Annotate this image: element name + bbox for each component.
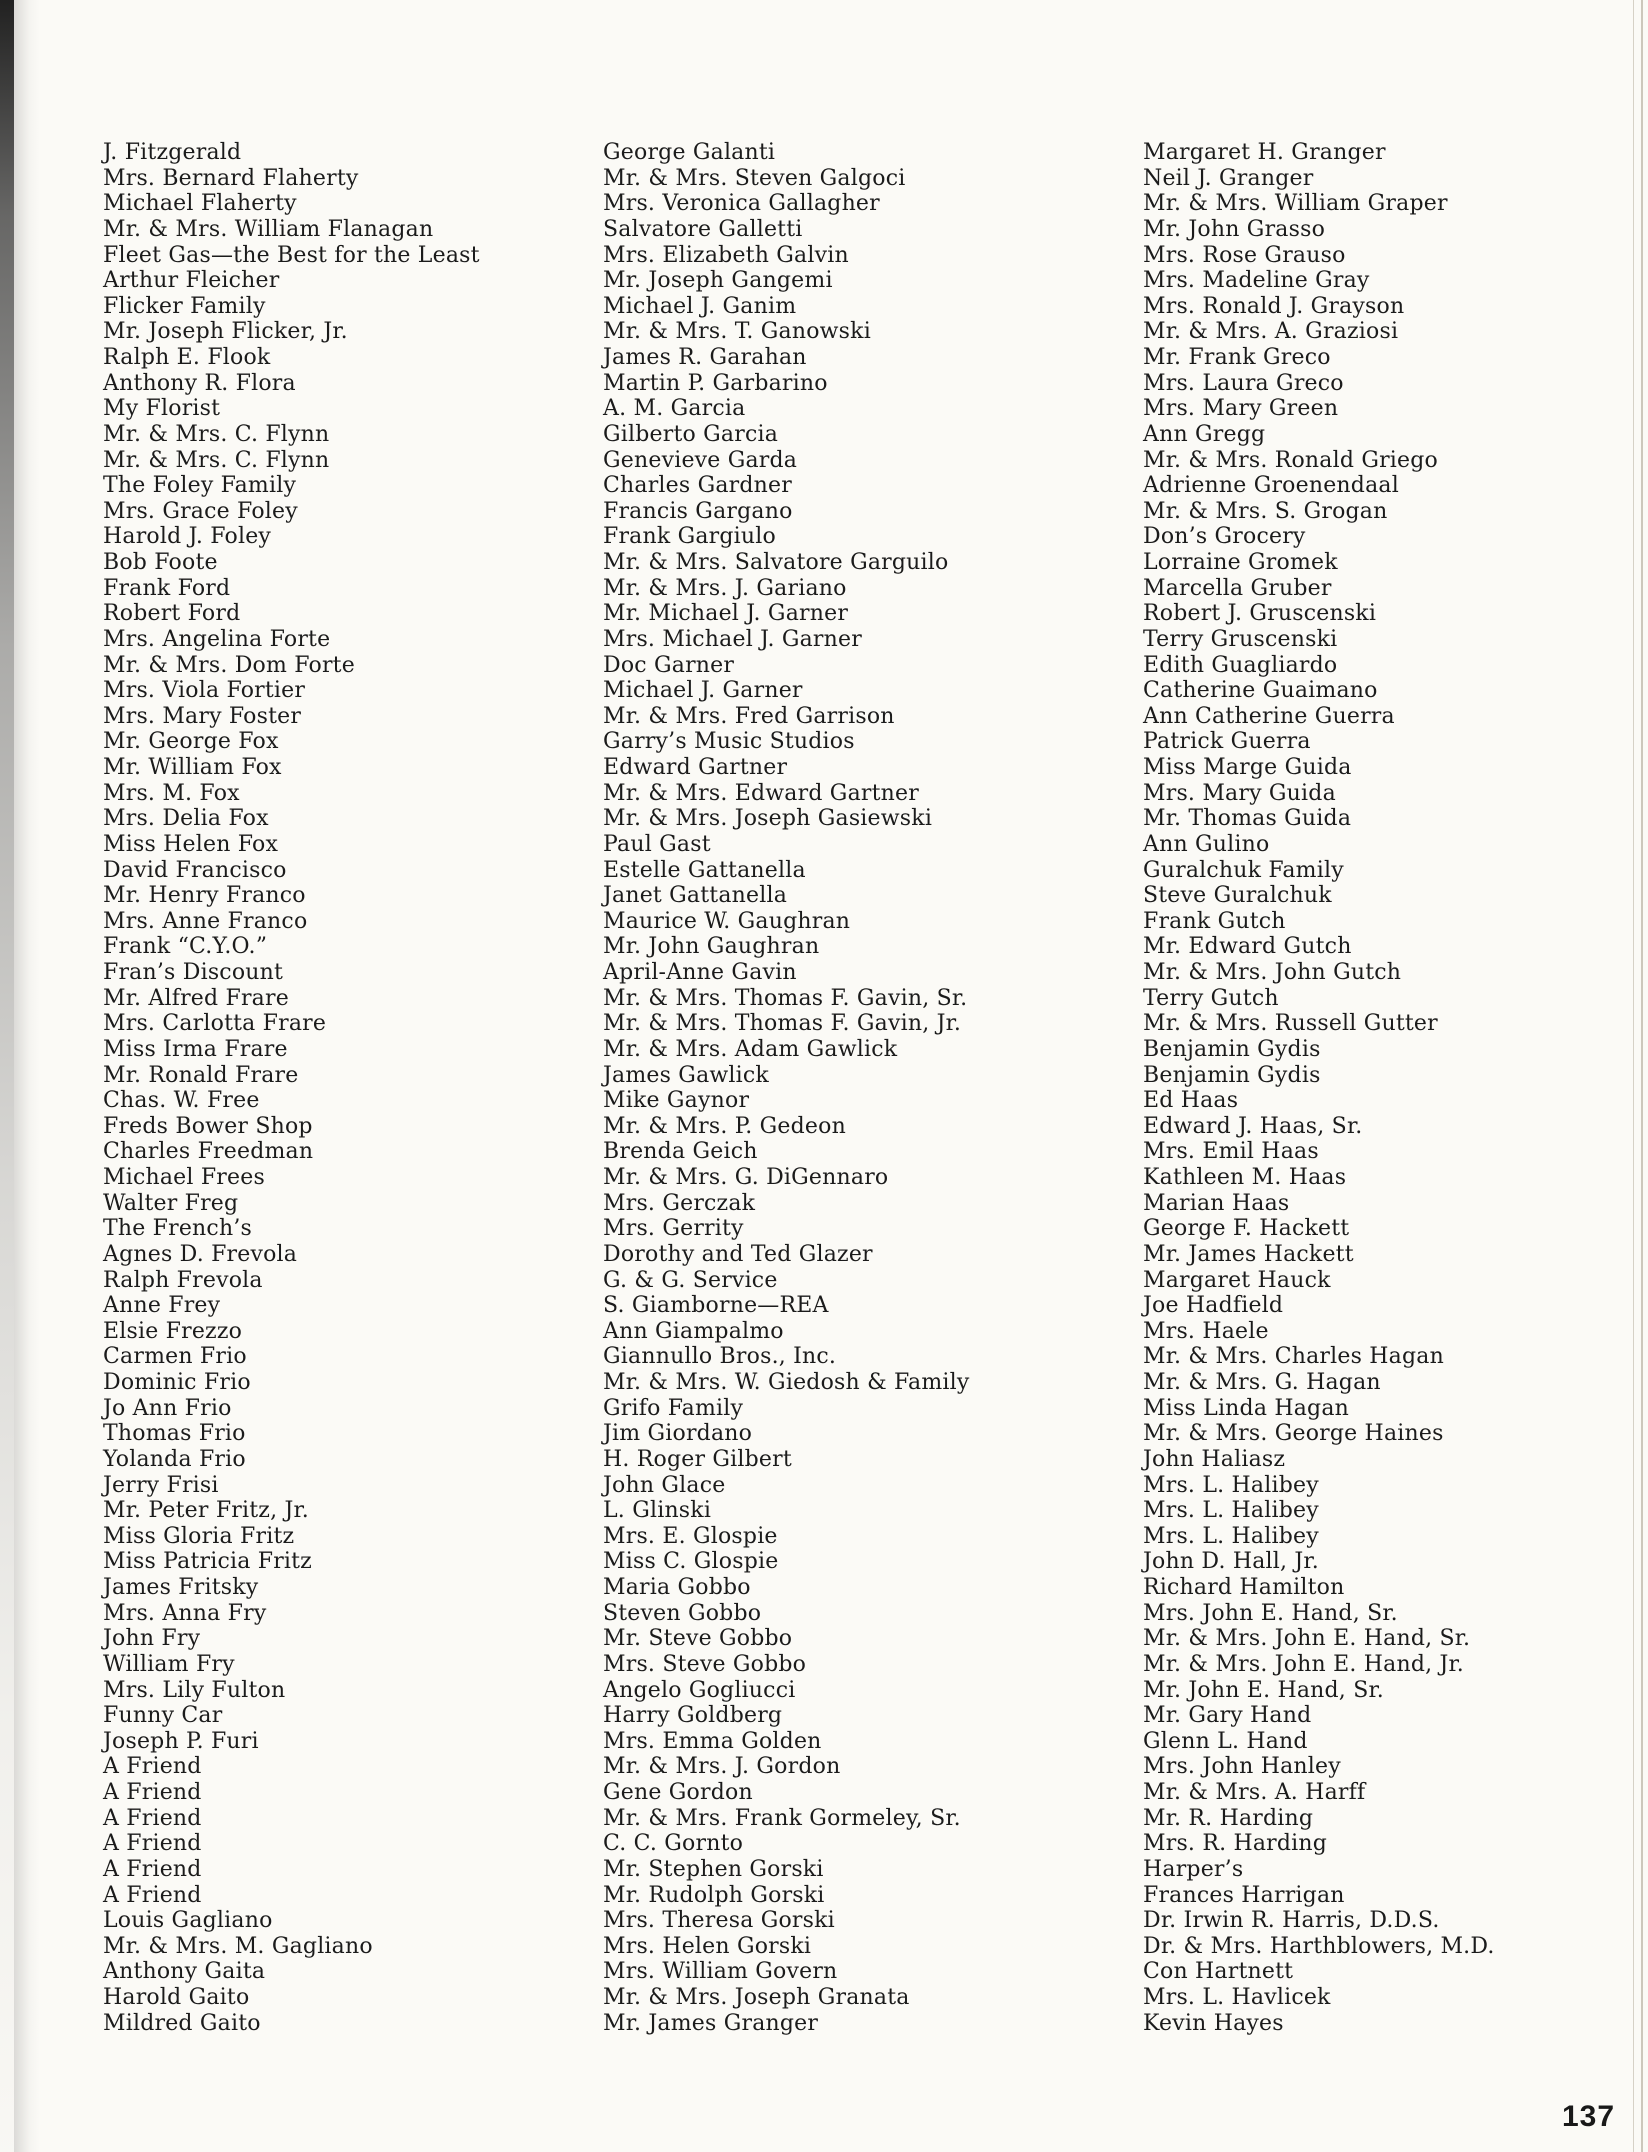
list-item: Ann Gulino <box>1143 831 1270 857</box>
list-item: Edith Guagliardo <box>1143 652 1338 678</box>
list-item: Mrs. R. Harding <box>1143 1831 1328 1857</box>
list-item: Anne Frey <box>103 1293 221 1319</box>
list-item: Joseph P. Furi <box>103 1728 259 1754</box>
list-item: Mrs. L. Halibey <box>1143 1498 1319 1524</box>
list-item: Edward J. Haas, Sr. <box>1143 1113 1363 1139</box>
list-item: G. & G. Service <box>603 1267 778 1293</box>
list-item: Mr. Henry Franco <box>103 883 306 909</box>
list-item: Ralph Frevola <box>103 1267 263 1293</box>
list-item: Mr. & Mrs. John E. Hand, Sr. <box>1143 1626 1471 1652</box>
list-item: The Foley Family <box>103 473 297 499</box>
list-item: Mr. & Mrs. T. Ganowski <box>603 319 871 345</box>
list-item: A Friend <box>103 1805 202 1831</box>
list-item: Mrs. Emil Haas <box>1143 1139 1319 1165</box>
list-item: Miss Irma Frare <box>103 1036 288 1062</box>
list-item: Margaret H. Granger <box>1143 140 1386 165</box>
list-item: Funny Car <box>103 1703 223 1729</box>
list-item: Robert J. Gruscenski <box>1143 601 1377 627</box>
spine-gutter-shadow <box>0 0 14 2152</box>
list-item: A Friend <box>103 1780 202 1805</box>
list-item: Mr. & Mrs. Joseph Gasiewski <box>603 806 933 832</box>
list-item: Mrs. Ronald J. Grayson <box>1143 293 1405 319</box>
list-item: Elsie Frezzo <box>103 1318 243 1344</box>
list-item: Chas. W. Free <box>103 1088 260 1114</box>
list-item: Mr. & Mrs. M. Gagliano <box>103 1933 373 1959</box>
list-item: Mrs. Theresa Gorski <box>603 1908 835 1934</box>
list-item: J. Fitzgerald <box>103 140 242 165</box>
list-item: Mr. & Mrs. A. Harff <box>1143 1780 1366 1805</box>
list-item: Mr. & Mrs. George Haines <box>1143 1421 1444 1447</box>
list-item: Frank Gutch <box>1143 908 1286 934</box>
list-item: Mrs. M. Fox <box>103 780 240 806</box>
list-item: Mr. Thomas Guida <box>1143 806 1352 832</box>
list-item: Mrs. L. Halibey <box>1143 1523 1319 1549</box>
list-item: John Fry <box>103 1626 201 1652</box>
list-item: Mrs. Gerrity <box>603 1216 744 1242</box>
list-item: George Galanti <box>603 140 776 165</box>
list-item: John Haliasz <box>1143 1446 1286 1472</box>
list-item: Marcella Gruber <box>1143 575 1332 601</box>
list-item: Frank Ford <box>103 575 231 601</box>
list-item: Glenn L. Hand <box>1143 1728 1308 1754</box>
list-item: Mrs. William Govern <box>603 1959 838 1985</box>
list-item: Dorothy and Ted Glazer <box>603 1241 873 1267</box>
list-item: Martin P. Garbarino <box>603 370 828 396</box>
name-column-1 <box>103 140 480 2036</box>
list-item: Steven Gobbo <box>603 1600 762 1626</box>
list-item: Mr. & Mrs. Joseph Granata <box>603 1985 910 2010</box>
list-item: Salvatore Galletti <box>603 216 803 242</box>
list-item: Agnes D. Frevola <box>103 1241 298 1267</box>
list-item: Mr. & Mrs. J. Gordon <box>603 1754 841 1780</box>
list-item: William Fry <box>103 1651 235 1677</box>
list-item: Thomas Frio <box>103 1421 246 1447</box>
list-item: Ann Giampalmo <box>603 1318 784 1344</box>
list-item: Giannullo Bros., Inc. <box>603 1344 837 1370</box>
list-item: Mrs. Gerczak <box>603 1190 756 1216</box>
list-item: Gene Gordon <box>603 1780 753 1805</box>
list-item: Mr. Peter Fritz, Jr. <box>103 1498 309 1524</box>
list-item: David Francisco <box>103 857 287 883</box>
list-item: Mrs. Elizabeth Galvin <box>603 242 849 268</box>
list-item: Fleet Gas—the Best for the Least <box>103 242 480 268</box>
list-item: Margaret Hauck <box>1143 1267 1331 1293</box>
page-number: 137 <box>1562 2100 1616 2133</box>
list-item: Paul Gast <box>603 831 711 857</box>
list-item: Mr. & Mrs. Thomas F. Gavin, Sr. <box>603 985 968 1011</box>
list-item: Mr. & Mrs. Edward Gartner <box>603 780 919 806</box>
list-item: James Gawlick <box>603 1062 769 1088</box>
list-item: Mr. & Mrs. Ronald Griego <box>1143 447 1438 473</box>
list-item: Frank Gargiulo <box>603 524 776 550</box>
list-item: Flicker Family <box>103 293 266 319</box>
list-item: Mrs. John Hanley <box>1143 1754 1341 1780</box>
list-item: Mr. John Gaughran <box>603 934 820 960</box>
list-item: Mr. & Mrs. C. Flynn <box>103 447 330 473</box>
list-item: Louis Gagliano <box>103 1908 273 1934</box>
list-item: Mrs. Anne Franco <box>103 908 308 934</box>
list-item: Miss Patricia Fritz <box>103 1549 312 1575</box>
list-item: Francis Gargano <box>603 498 793 524</box>
list-item: Mrs. Haele <box>1143 1318 1269 1344</box>
list-item: Mr. Edward Gutch <box>1143 934 1352 960</box>
list-item: Mr. James Hackett <box>1143 1241 1354 1267</box>
list-item: Ann Gregg <box>1143 421 1266 447</box>
list-item: Lorraine Gromek <box>1143 550 1338 575</box>
list-item: Jo Ann Frio <box>103 1395 232 1421</box>
list-item: Don’s Grocery <box>1143 524 1306 550</box>
list-item: Harper’s <box>1143 1856 1244 1882</box>
list-item: Patrick Guerra <box>1143 729 1311 755</box>
list-item: Mr. & Mrs. P. Gedeon <box>603 1113 846 1139</box>
list-item: Michael Flaherty <box>103 191 297 217</box>
list-item: Mr. Frank Greco <box>1143 345 1331 370</box>
list-item: Kathleen M. Haas <box>1143 1165 1347 1190</box>
name-column-2 <box>603 140 970 2036</box>
list-item: S. Giamborne—REA <box>603 1293 829 1319</box>
list-item: Mrs. Michael J. Garner <box>603 626 862 652</box>
list-item: Mrs. Angelina Forte <box>103 626 331 652</box>
list-item: Garry’s Music Studios <box>603 729 855 755</box>
list-item: The French’s <box>103 1216 252 1242</box>
list-item: Dominic Frio <box>103 1370 251 1395</box>
list-item: Walter Freg <box>103 1190 239 1216</box>
list-item: Mrs. Anna Fry <box>103 1600 267 1626</box>
list-item: Ann Catherine Guerra <box>1143 703 1395 729</box>
list-item: Mr. & Mrs. John E. Hand, Jr. <box>1143 1651 1465 1677</box>
list-item: Frances Harrigan <box>1143 1882 1345 1908</box>
list-item: Mr. & Mrs. William Flanagan <box>103 216 434 242</box>
list-item: Mrs. Laura Greco <box>1143 370 1344 396</box>
list-item: Brenda Geich <box>603 1139 758 1165</box>
list-item: Mr. & Mrs. W. Giedosh & Family <box>603 1370 970 1395</box>
list-item: H. Roger Gilbert <box>603 1446 792 1472</box>
list-item: Michael Frees <box>103 1165 265 1190</box>
list-item: Kevin Hayes <box>1143 2010 1284 2036</box>
list-item: Anthony R. Flora <box>103 370 296 396</box>
spine-gutter-shadow-fade <box>14 0 40 2152</box>
list-item: Mr. & Mrs. Steven Galgoci <box>603 165 906 191</box>
list-item: John Glace <box>603 1472 726 1498</box>
list-item: Mr. & Mrs. Frank Gormeley, Sr. <box>603 1805 961 1831</box>
list-item: Mr. James Granger <box>603 2010 819 2036</box>
list-item: Michael J. Ganim <box>603 293 797 319</box>
list-item: Mrs. Bernard Flaherty <box>103 165 359 191</box>
list-item: Maria Gobbo <box>603 1575 751 1600</box>
page-edge-line <box>1633 0 1634 2152</box>
list-item: Edward Gartner <box>603 755 788 780</box>
list-item: Mrs. Mary Foster <box>103 703 302 729</box>
list-item: Charles Gardner <box>603 473 792 499</box>
list-item: Mrs. Carlotta Frare <box>103 1011 327 1037</box>
list-item: Mr. & Mrs. John Gutch <box>1143 960 1402 985</box>
list-item: Mrs. Mary Guida <box>1143 780 1336 806</box>
list-item: Miss Gloria Fritz <box>103 1523 295 1549</box>
list-item: Mrs. John E. Hand, Sr. <box>1143 1600 1398 1626</box>
list-item: Mr. R. Harding <box>1143 1805 1314 1831</box>
list-item: Mr. George Fox <box>103 729 279 755</box>
list-item: Mr. & Mrs. Dom Forte <box>103 652 355 678</box>
list-item: Joe Hadfield <box>1143 1293 1284 1319</box>
list-item: Steve Guralchuk <box>1143 883 1332 909</box>
list-item: My Florist <box>103 396 221 422</box>
list-item: Janet Gattanella <box>603 883 788 909</box>
list-item: Harry Goldberg <box>603 1703 783 1729</box>
list-item: April-Anne Gavin <box>603 960 797 985</box>
list-item: Gilberto Garcia <box>603 421 779 447</box>
list-item: James Fritsky <box>103 1575 259 1600</box>
list-item: Mr. & Mrs. Thomas F. Gavin, Jr. <box>603 1011 962 1037</box>
list-item: Robert Ford <box>103 601 241 627</box>
list-item: Yolanda Frio <box>103 1446 246 1472</box>
list-item: Catherine Guaimano <box>1143 678 1378 704</box>
list-item: Guralchuk Family <box>1143 857 1344 883</box>
list-item: Mr. John E. Hand, Sr. <box>1143 1677 1384 1703</box>
list-item: George F. Hackett <box>1143 1216 1350 1242</box>
list-item: Mr. Joseph Gangemi <box>603 268 833 294</box>
page-edge-line <box>1641 0 1643 2152</box>
list-item: Mr. & Mrs. A. Graziosi <box>1143 319 1399 345</box>
list-item: Ed Haas <box>1143 1088 1239 1114</box>
list-item: Mr. & Mrs. J. Gariano <box>603 575 847 601</box>
list-item: Mr. & Mrs. G. DiGennaro <box>603 1165 889 1190</box>
list-item: Mrs. Veronica Gallagher <box>603 191 880 217</box>
list-item: Mrs. Grace Foley <box>103 498 298 524</box>
list-item: Mrs. L. Halibey <box>1143 1472 1319 1498</box>
list-item: A Friend <box>103 1754 202 1780</box>
list-item: Mrs. Viola Fortier <box>103 678 306 704</box>
list-item: Mr. Joseph Flicker, Jr. <box>103 319 348 345</box>
list-item: Mrs. Delia Fox <box>103 806 269 832</box>
list-item: John D. Hall, Jr. <box>1143 1549 1319 1575</box>
list-item: Charles Freedman <box>103 1139 314 1165</box>
list-item: Harold Gaito <box>103 1985 250 2010</box>
list-item: Mrs. Lily Fulton <box>103 1677 286 1703</box>
list-item: Mr. William Fox <box>103 755 282 780</box>
list-item: Miss Helen Fox <box>103 831 279 857</box>
list-item: Mr. Stephen Gorski <box>603 1856 824 1882</box>
list-item: Mr. & Mrs. Adam Gawlick <box>603 1036 898 1062</box>
list-item: Benjamin Gydis <box>1143 1062 1321 1088</box>
list-item: Mr. & Mrs. C. Flynn <box>103 421 330 447</box>
list-item: Michael J. Garner <box>603 678 803 704</box>
list-item: Mr. & Mrs. William Graper <box>1143 191 1448 217</box>
list-item: Jim Giordano <box>603 1421 753 1447</box>
list-item: Maurice W. Gaughran <box>603 908 851 934</box>
list-item: Mildred Gaito <box>103 2010 261 2036</box>
list-item: Freds Bower Shop <box>103 1113 313 1139</box>
list-item: A Friend <box>103 1831 202 1857</box>
list-item: L. Glinski <box>603 1498 712 1524</box>
list-item: Mrs. Steve Gobbo <box>603 1651 807 1677</box>
list-item: Grifo Family <box>603 1395 744 1421</box>
list-item: Mr. Rudolph Gorski <box>603 1882 825 1908</box>
list-item: Mr. Gary Hand <box>1143 1703 1312 1729</box>
list-item: Miss Linda Hagan <box>1143 1395 1350 1421</box>
list-item: Mr. & Mrs. Salvatore Garguilo <box>603 550 949 575</box>
list-item: Ralph E. Flook <box>103 345 271 370</box>
list-item: Neil J. Granger <box>1143 165 1314 191</box>
list-item: Estelle Gattanella <box>603 857 806 883</box>
list-item: Dr. & Mrs. Harthblowers, M.D. <box>1143 1933 1495 1959</box>
list-item: Mrs. L. Havlicek <box>1143 1985 1331 2010</box>
list-item: Mr. & Mrs. Fred Garrison <box>603 703 895 729</box>
list-item: Genevieve Garda <box>603 447 798 473</box>
list-item: Dr. Irwin R. Harris, D.D.S. <box>1143 1908 1440 1934</box>
list-item: Con Hartnett <box>1143 1959 1294 1985</box>
list-item: Mrs. Mary Green <box>1143 396 1339 422</box>
list-item: Terry Gruscenski <box>1143 626 1338 652</box>
list-item: Mr. Michael J. Garner <box>603 601 849 627</box>
list-item: A Friend <box>103 1882 202 1908</box>
list-item: Mike Gaynor <box>603 1088 750 1114</box>
name-column-3 <box>1143 140 1495 2036</box>
list-item: A Friend <box>103 1856 202 1882</box>
list-item: Doc Garner <box>603 652 735 678</box>
list-item: Bob Foote <box>103 550 218 575</box>
list-item: Mr. Alfred Frare <box>103 985 289 1011</box>
list-item: James R. Garahan <box>603 345 807 370</box>
list-item: Angelo Gogliucci <box>603 1677 796 1703</box>
list-item: Mr. & Mrs. G. Hagan <box>1143 1370 1381 1395</box>
list-item: Harold J. Foley <box>103 524 272 550</box>
list-item: Terry Gutch <box>1143 985 1279 1011</box>
list-item: Anthony Gaita <box>103 1959 266 1985</box>
list-item: A. M. Garcia <box>603 396 746 422</box>
list-item: Fran’s Discount <box>103 960 284 985</box>
list-item: Mr. & Mrs. Russell Gutter <box>1143 1011 1438 1037</box>
list-item: Frank “C.Y.O.” <box>103 934 268 960</box>
list-item: Richard Hamilton <box>1143 1575 1345 1600</box>
list-item: Benjamin Gydis <box>1143 1036 1321 1062</box>
list-item: Carmen Frio <box>103 1344 247 1370</box>
list-item: Mrs. Helen Gorski <box>603 1933 812 1959</box>
list-item: Arthur Fleicher <box>103 268 280 294</box>
list-item: Mr. John Grasso <box>1143 216 1326 242</box>
list-item: Mr. & Mrs. Charles Hagan <box>1143 1344 1444 1370</box>
list-item: Mr. & Mrs. S. Grogan <box>1143 498 1388 524</box>
list-item: Mrs. Madeline Gray <box>1143 268 1370 294</box>
list-item: Jerry Frisi <box>103 1472 219 1498</box>
list-item: Mr. Ronald Frare <box>103 1062 299 1088</box>
list-item: Miss Marge Guida <box>1143 755 1352 780</box>
list-item: Miss C. Glospie <box>603 1549 779 1575</box>
list-item: C. C. Gornto <box>603 1831 744 1857</box>
list-item: Marian Haas <box>1143 1190 1290 1216</box>
list-item: Mrs. Emma Golden <box>603 1728 822 1754</box>
list-item: Adrienne Groenendaal <box>1143 473 1399 499</box>
list-item: Mrs. E. Glospie <box>603 1523 778 1549</box>
list-item: Mrs. Rose Grauso <box>1143 242 1346 268</box>
list-item: Mr. Steve Gobbo <box>603 1626 793 1652</box>
